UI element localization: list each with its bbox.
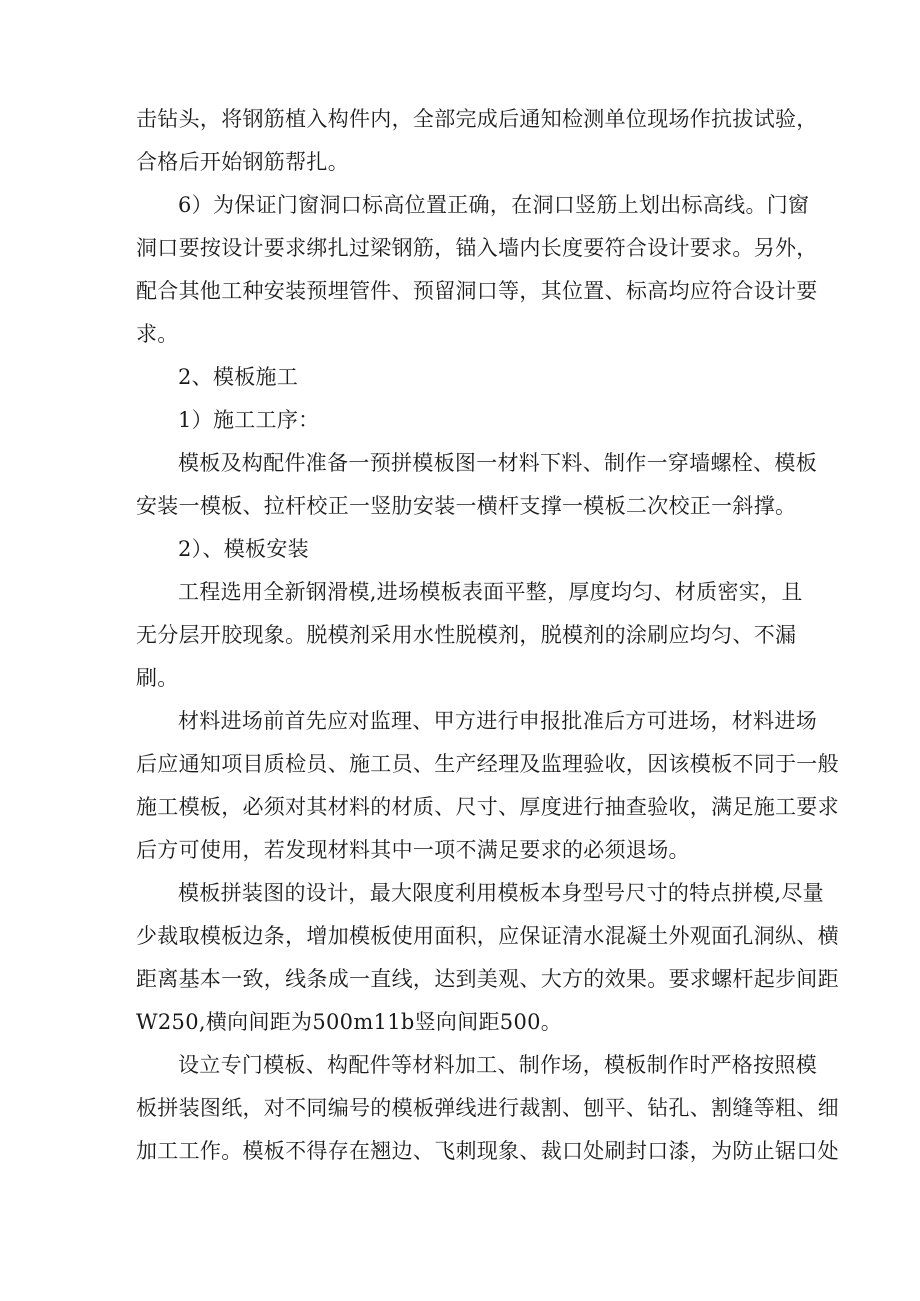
subheading-formwork-installation — [136, 528, 788, 571]
text-line: 施工模板，必须对其材料的材质、尺寸、厚度进行抽查验收，满足施工要求 — [136, 795, 839, 819]
text-line: 合格后开始钢筋帮扎。 — [136, 150, 349, 174]
text-line: 设立专门模板、构配件等材料加工、制作场，模板制作时严格按照模 — [178, 1053, 817, 1077]
paragraph-assembly-design — [136, 872, 839, 1044]
text-line: 击钻头，将钢筋植入构件内，全部完成后通知检测单位现场作抗拔试验， — [136, 107, 818, 131]
text-line: 距离基本一致，线条成一直线，达到美观、大方的效果。要求螺杆起步间距 — [136, 967, 839, 991]
text-line: 少裁取模板边条，增加模板使用面积，应保证清水混凝土外观面孔洞纵、横 — [136, 924, 839, 948]
text-line: 配合其他工种安装预埋管件、预留洞口等，其位置、标高均应符合设计要 — [136, 279, 818, 303]
text-line: 6）为保证门窗洞口标高位置正确，在洞口竖筋上划出标高线。门窗 — [178, 193, 810, 217]
text-line: 模板及构配件准备一预拼模板图一材料下料、制作一穿墙螺栓、模板 — [178, 451, 817, 475]
text-line: 模板拼装图的设计，最大限度利用模板本身型号尺寸的特点拼模,尽量 — [178, 881, 824, 905]
text-line: 2）、模板安装 — [178, 537, 309, 561]
text-line: 板拼装图纸，对不同编号的模板弹线进行裁割、刨平、钻孔、割缝等粗、细 — [136, 1096, 839, 1120]
paragraph-door-window-opening — [136, 184, 818, 356]
text-line: 加工工作。模板不得存在翘边、飞刺现象、裁口处刷封口漆，为防止锯口处 — [136, 1139, 839, 1163]
text-line: 后应通知项目质检员、施工员、生产经理及监理验收，因该模板不同于一般 — [136, 752, 839, 776]
subheading-procedure — [136, 399, 788, 442]
text-line: 求。 — [136, 322, 179, 346]
text-line: 无分层开胶现象。脱模剂采用水性脱模剂，脱模剂的涂刷应均匀、不漏 — [136, 623, 797, 647]
text-line: 洞口要按设计要求绑扎过梁钢筋，锚入墙内长度要符合设计要求。另外， — [136, 236, 818, 260]
text-line: 安装一模板、拉杆校正一竖肋安装一横杆支撑一模板二次校正一斜撑。 — [136, 494, 797, 518]
text-line: 刷。 — [136, 666, 179, 690]
paragraph-procedure-steps — [136, 442, 817, 528]
text-line: 工程选用全新钢滑模,进场模板表面平整，厚度均匀、材质密实，且 — [178, 580, 803, 604]
text-line: 后方可使用，若发现材料其中一项不满足要求的必须退场。 — [136, 838, 690, 862]
document-page — [136, 98, 839, 1173]
paragraph-material-inspection — [136, 700, 839, 872]
text-line: 2、模板施工 — [178, 365, 299, 389]
section-heading-formwork — [136, 356, 788, 399]
text-line: 材料进场前首先应对监理、甲方进行申报批准后方可进场，材料进场 — [178, 709, 817, 733]
paragraph-drilling-end — [136, 98, 818, 184]
text-line: W250,横向间距为500m11b竖向间距500。 — [136, 1010, 563, 1034]
paragraph-steel-formwork — [136, 571, 803, 700]
paragraph-processing-site — [136, 1044, 839, 1173]
text-line: 1）施工工序： — [178, 408, 320, 432]
